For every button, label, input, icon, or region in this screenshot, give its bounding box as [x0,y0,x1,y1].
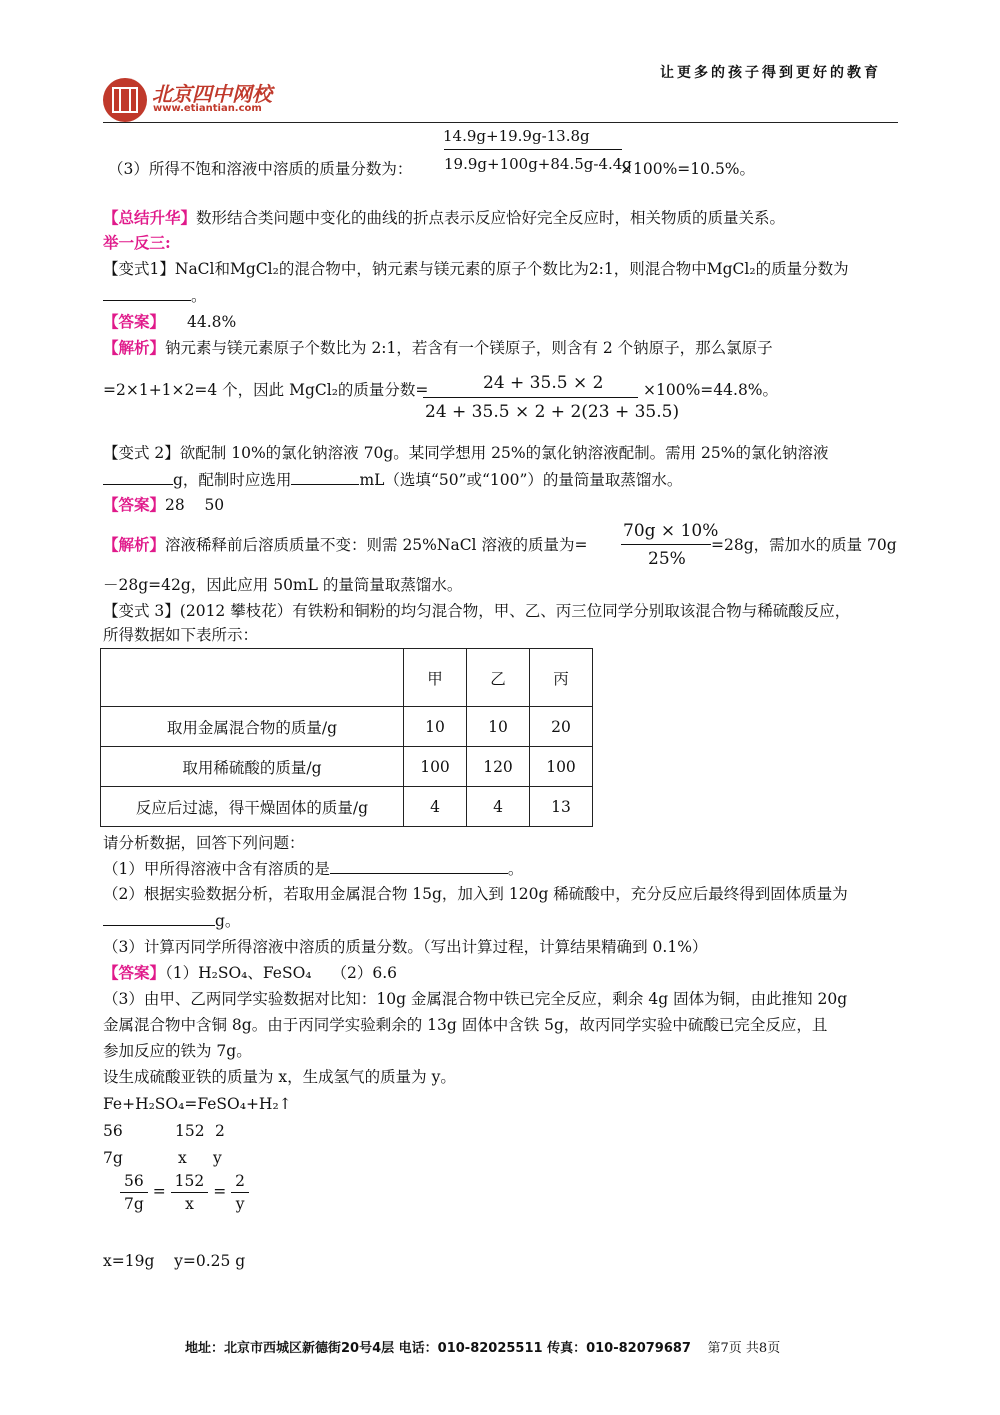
v1-label: 【变式1】 [103,260,175,278]
table-row [101,707,593,747]
juyi-heading: 举一反三: [103,233,171,252]
ratio-den: y [235,1195,245,1213]
header-slogan: 让更多的孩子得到更好的教育 [660,65,881,81]
v3-q2: （2）根据实验数据分析，若取用金属混合物 15g，加入到 120g 稀硫酸中，充分反应后最终得到固体质量为 [103,885,848,903]
v1-question [103,258,849,280]
v3-answer-label: 【答案】 [103,963,166,982]
v3-text2: 所得数据如下表所示： [103,626,259,644]
table-row [101,787,593,827]
v3-a3-line2: 金属混合物中含铜 8g。由于丙同学实验剩余的 13g 固体中含铁 5g，故丙同学实验中硫酸已完全反应，且 [103,1016,828,1034]
table-cell: 4 [467,787,530,827]
table-cell: 取用稀硫酸的质量/g [101,747,404,787]
part3-fraction-bar [444,149,622,150]
summary-text: 数形结合类问题中变化的曲线的折点表示反应恰好完全反应时，相关物质的质量关系。 [196,209,786,227]
v3-q2-blank [103,909,215,926]
table-cell: 100 [404,747,467,787]
v3-q2-line2 [103,909,240,932]
v1-end: 。 [191,287,207,305]
table-cell: 10 [404,707,467,747]
table-cell: 100 [530,747,593,787]
table-header-row [101,649,593,707]
v2-text1: 欲配制 10%的氯化钠溶液 70g。某同学想用 25%的氯化钠溶液配制。需用 25%的氯化钠溶液 [179,444,829,462]
v2-frac-den: 25% [648,549,686,569]
table-cell: 13 [530,787,593,827]
v1-frac-num: 24 + 35.5 × 2 [483,373,604,393]
v3-q1-end: 。 [507,860,524,878]
part3-suffix: ×100%=10.5%。 [620,160,756,178]
table-cell: 反应后过滤，得干燥固体的质量/g [101,787,404,827]
v3-answer1: （1）H₂SO₄、FeSO₄ [165,964,312,982]
ratio-num: 152 [171,1170,209,1193]
ratio-den: x [185,1195,194,1213]
v2-analysis-label: 【解析】 [103,535,166,554]
v1-answer-value: 44.8% [187,313,237,331]
v2-analysis-line2: －28g=42g，因此应用 50mL 的量筒量取蒸馏水。 [103,576,463,594]
v2-answer [103,494,224,516]
v1-answer [103,311,236,333]
v2-frac-num: 70g × 10% [623,521,719,541]
v3-q2-end: g。 [215,912,241,930]
mass-row-0: 56 [103,1122,123,1140]
table-cell: 4 [404,787,467,827]
v2-question [103,442,829,464]
mass-row-2: 2 [215,1122,225,1140]
footer [185,1337,780,1356]
v1-text: NaCl和MgCl₂的混合物中，钠元素与镁元素的原子个数比为2:1，则混合物中MgCl₂的质量分数为 [174,260,849,278]
table-header-cell: 甲 [404,649,467,707]
v1-analysis-line1: 钠元素与镁元素原子个数比为 2:1，若含有一个镁原子，则含有 2 个钠原子，那么氯原子 [165,339,773,357]
v2-blank-2 [291,468,359,485]
table-cell: 取用金属混合物的质量/g [101,707,404,747]
v3-q-intro: 请分析数据，回答下列问题： [103,834,305,852]
v1-answer-blank [103,284,191,301]
header-divider [103,122,898,123]
logo-url: www.etiantian.com [153,103,262,114]
table-row [101,747,593,787]
v3-q3: （3）计算丙同学所得溶液中溶质的质量分数。（写出计算过程，计算结果精确到 0.1%） [103,938,708,956]
logo-title: 北京四中网校 [152,82,272,106]
table-cell: 10 [467,707,530,747]
footer-page: 第7页 共8页 [707,1341,781,1356]
data-table [100,648,593,827]
v2-text2a: g，配制时应选用 [173,471,292,489]
table-header-cell: 乙 [467,649,530,707]
v1-line2-prefix: =2×1+1×2=4 个，因此 MgCl₂的质量分数= [103,381,429,399]
v2-fraction-bar [621,544,711,545]
v3-label: 【变式 3】 [103,602,180,620]
v1-answer-label: 【答案】 [103,312,166,331]
chemical-equation: Fe+H₂SO₄=FeSO₄+H₂↑ [103,1095,292,1113]
v1-blank-line [103,284,207,307]
ratio-frac-1 [120,1170,148,1215]
summary-label: 【总结升华】 [103,208,197,227]
ratio-num: 2 [231,1170,249,1193]
mass-row-1: 152 [175,1122,205,1140]
ratio-frac-3 [231,1170,249,1215]
part3-prefix: （3）所得不饱和溶液中溶质的质量分数为： [108,160,413,178]
ratio-frac-2 [171,1170,209,1215]
v3-a3-line3: 参加反应的铁为 7g。 [103,1042,252,1060]
school-logo-icon [103,78,147,122]
v3-q1-text: （1）甲所得溶液中含有溶质的是 [103,860,330,878]
v3-q1 [103,857,523,880]
v3-text1: (2012 攀枝花）有铁粉和铜粉的均匀混合物，甲、乙、丙三位同学分别取该混合物与稀硫酸反应， [179,602,851,620]
v2-analysis-prefix: 溶液稀释前后溶质质量不变：则需 25%NaCl 溶液的质量为= [165,536,588,554]
v2-answer-value: 28 50 [165,496,225,514]
v2-analysis-suffix: =28g，需加水的质量 70g [711,536,897,554]
v3-a3-line1: （3）由甲、乙两同学实验数据对比知：10g 金属混合物中铁已完全反应，剩余 4g 固体为铜，由此推知 20g [103,990,848,1008]
table-cell: 120 [467,747,530,787]
v2-analysis-prefix-wrap [103,534,587,556]
v3-a3-line4: 设生成硫酸亚铁的质量为 x，生成氢气的质量为 y。 [103,1068,456,1086]
footer-address: 地址：北京市西城区新德街20号4层 电话：010-82025511 传真：010-82079687 [185,1341,691,1356]
v2-blank-1 [103,468,173,485]
part3-numerator: 14.9g+19.9g-13.8g [443,127,590,145]
part3-denominator: 19.9g+100g+84.5g-4.4g [444,155,632,173]
ratio-den: 7g [124,1195,144,1213]
v1-analysis [103,337,773,359]
summary [103,207,785,229]
v1-frac-den: 24 + 35.5 × 2 + 2(23 + 35.5) [425,402,680,422]
v3-question [103,600,850,622]
ratio-num: 56 [120,1170,148,1193]
val-row-1: x [178,1149,187,1167]
v3-answer [103,962,397,984]
table-header-cell: 丙 [530,649,593,707]
v1-fraction-bar [423,397,638,398]
equals-sign: = [213,1182,227,1201]
v1-line2-suffix: ×100%=44.8%。 [643,381,779,399]
table-header-cell [101,649,404,707]
table-cell: 20 [530,707,593,747]
v2-label: 【变式 2】 [103,444,180,462]
v2-question-line2 [103,468,682,491]
val-row-2: y [213,1149,222,1167]
val-row-0: 7g [103,1149,123,1167]
final-result: x=19g y=0.25 g [103,1252,246,1270]
v3-answer2: （2）6.6 [331,964,398,982]
v2-answer-label: 【答案】 [103,495,166,514]
v3-q1-blank [330,857,508,874]
v2-text2b: mL（选填“50”或“100”）的量筒量取蒸馏水。 [359,471,683,489]
v1-analysis-label: 【解析】 [103,338,166,357]
equals-sign: = [152,1182,166,1201]
ratio-equation [120,1170,249,1215]
